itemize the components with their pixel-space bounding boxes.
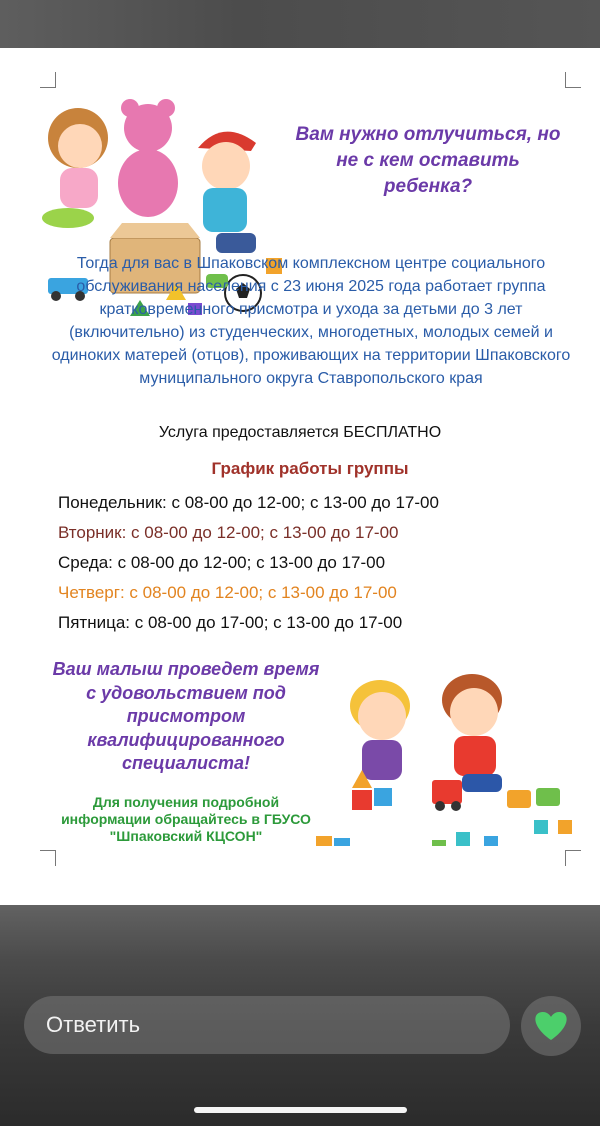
schedule-friday: Пятница: с 08-00 до 17-00; с 13-00 до 17-00 (58, 613, 403, 632)
promo-text: Ваш малыш проведет время с удовольствием под присмотром квалифицированного специалиста! (52, 659, 320, 773)
boys-playing-with-blocks-illustration (312, 660, 580, 846)
schedule-title: График работы группы (211, 459, 409, 478)
intro-text: Тогда для вас в Шпаковском комплексном центре социального обслуживания населения с 23 июня 2025 года работает группа кратковременного присмотра и ухода за детьми до 3 лет (включительно) из студенческих, многодетных, молодых семей и одиноких матерей (отцов), проживающих на территории Шпаковского муниципального округа Ставропольского края (51, 255, 571, 387)
crop-corner-bottom-left (40, 850, 56, 866)
heart-icon (534, 1011, 568, 1041)
headline-question: Вам нужно отлучиться, но не с кем оставить ребенка? (295, 124, 561, 197)
reply-placeholder: Ответить (46, 1012, 141, 1037)
story-top-background (0, 0, 600, 48)
home-indicator[interactable] (194, 1107, 407, 1113)
schedule-thursday: Четверг: с 08-00 до 12-00; с 13-00 до 17-00 (58, 583, 397, 602)
schedule-monday: Понедельник: с 08-00 до 12-00; с 13-00 до 17-00 (58, 493, 439, 512)
schedule-wednesday: Среда: с 08-00 до 12-00; с 13-00 до 17-00 (58, 553, 386, 572)
reply-input[interactable] (24, 996, 510, 1054)
crop-corner-top-right (565, 72, 581, 88)
crop-corner-bottom-right (565, 850, 581, 866)
crop-corner-top-left (40, 72, 56, 88)
contact-info: Для получения подробной информации обращайтесь в ГБУСО "Шпаковский КЦСОН" (61, 794, 311, 844)
like-button[interactable] (521, 996, 581, 1056)
story-image (0, 48, 600, 905)
free-service-text: Услуга предоставляется БЕСПЛАТНО (158, 424, 442, 441)
schedule-tuesday: Вторник: с 08-00 до 12-00; с 13-00 до 17-00 (58, 523, 399, 542)
